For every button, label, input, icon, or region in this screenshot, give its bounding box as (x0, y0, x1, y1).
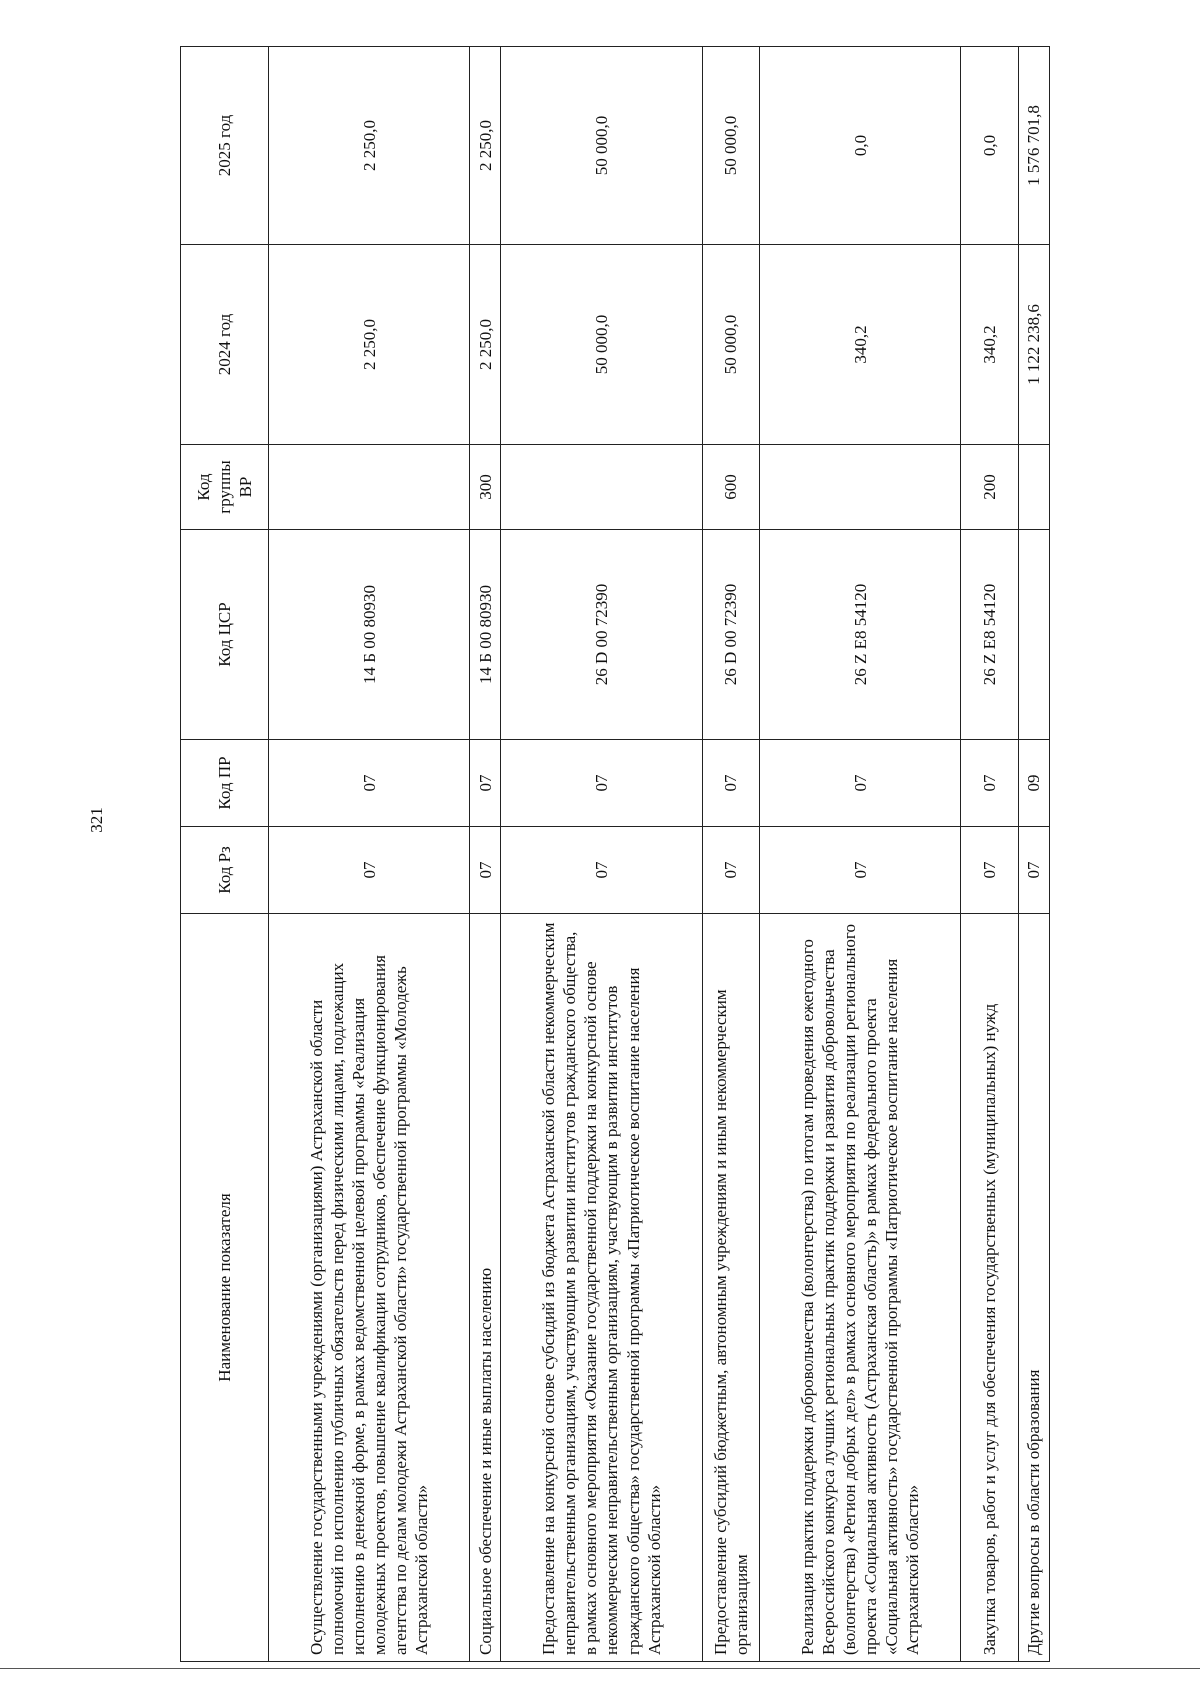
table-row (1018, 47, 1049, 1662)
row-name: Другие вопросы в области образования (1018, 914, 1049, 1662)
row-vr: 600 (702, 445, 760, 530)
row-vr (501, 445, 702, 530)
row-2024: 340,2 (760, 245, 961, 445)
footer-divider (0, 1668, 1200, 1669)
row-rz: 07 (702, 827, 760, 914)
row-pr: 07 (702, 740, 760, 827)
row-2025: 50 000,0 (501, 47, 702, 245)
row-2025: 2 250,0 (269, 47, 470, 245)
header-csr: Код ЦСР (181, 530, 269, 740)
row-csr: 14 Б 00 80930 (470, 530, 501, 740)
row-csr: 26 Z E8 54120 (760, 530, 961, 740)
row-pr: 07 (961, 740, 1019, 827)
row-pr: 07 (760, 740, 961, 827)
row-csr: 26 Z E8 54120 (961, 530, 1019, 740)
row-vr (1018, 445, 1049, 530)
row-2024: 1 122 238,6 (1018, 245, 1049, 445)
row-rz: 07 (1018, 827, 1049, 914)
rotated-table-container (180, 47, 1050, 1662)
header-pr: Код ПР (181, 740, 269, 827)
row-rz: 07 (961, 827, 1019, 914)
table-row (269, 47, 470, 1662)
table-row (501, 47, 702, 1662)
row-name: Социальное обеспечение и иные выплаты населению (470, 914, 501, 1662)
row-pr: 07 (269, 740, 470, 827)
table-row (961, 47, 1019, 1662)
row-pr: 07 (470, 740, 501, 827)
row-2024: 2 250,0 (470, 245, 501, 445)
row-2024: 340,2 (961, 245, 1019, 445)
header-vr: Код группы ВР (181, 445, 269, 530)
table-row (760, 47, 961, 1662)
row-2025: 50 000,0 (702, 47, 760, 245)
header-rz: Код Рз (181, 827, 269, 914)
row-2025: 2 250,0 (470, 47, 501, 245)
row-vr (760, 445, 961, 530)
row-rz: 07 (760, 827, 961, 914)
row-csr: 26 D 00 72390 (702, 530, 760, 740)
page-number-text: 321 (87, 807, 106, 833)
page-number (82, 790, 112, 850)
row-csr (1018, 530, 1049, 740)
row-pr: 09 (1018, 740, 1049, 827)
header-name: Наименование показателя (181, 914, 269, 1662)
header-2024: 2024 год (181, 245, 269, 445)
row-csr: 26 D 00 72390 (501, 530, 702, 740)
table-header-row (181, 47, 269, 1662)
header-2025: 2025 год (181, 47, 269, 245)
table-row (702, 47, 760, 1662)
row-rz: 07 (269, 827, 470, 914)
row-2025: 0,0 (760, 47, 961, 245)
row-rz: 07 (470, 827, 501, 914)
row-2025: 0,0 (961, 47, 1019, 245)
row-vr (269, 445, 470, 530)
row-name: Предоставление на конкурсной основе субсидий из бюджета Астраханской области некоммерческим неправительственным организациям, участвующим в развитии институтов гражданского общества, в рамках основного мероприятия «Оказание государственной поддержки на конкурсной основе некоммерческим неправительственным организациям, участвующим в развитии институтов гражданского общества» государственной программы «Патриотическое воспитание населения Астраханской области» (501, 914, 702, 1662)
row-pr: 07 (501, 740, 702, 827)
row-vr: 200 (961, 445, 1019, 530)
row-name: Осуществление государственными учреждениями (организациями) Астраханской области полномочий по исполнению публичных обязательств перед физическими лицами, подлежащих исполнению в денежной форме, в рамках ведомственной целевой программы «Реализация молодежных проектов, повышение квалификации сотрудников, обеспечение функционирования агентства по делам молодежи Астраханской области» государственной программы «Молодежь Астраханской области» (269, 914, 470, 1662)
row-rz: 07 (501, 827, 702, 914)
budget-table (180, 46, 1050, 1662)
row-name: Закупка товаров, работ и услуг для обеспечения государственных (муниципальных) нужд (961, 914, 1019, 1662)
row-name: Реализация практик поддержки добровольчества (волонтерства) по итогам проведения ежегодного Всероссийского конкурса лучших региональных практик поддержки и развития добровольчества (волонтерства) «Регион добрых дел» в рамках основного мероприятия по реализации регионального проекта «Социальная активность (Астраханская область)» в рамках федерального проекта «Социальная активность» государственной программы «Патриотическое воспитание населения Астраханской области» (760, 914, 961, 1662)
row-name: Предоставление субсидий бюджетным, автономным учреждениям и иным некоммерческим организациям (702, 914, 760, 1662)
row-vr: 300 (470, 445, 501, 530)
row-2024: 50 000,0 (702, 245, 760, 445)
row-2024: 2 250,0 (269, 245, 470, 445)
row-2024: 50 000,0 (501, 245, 702, 445)
row-2025: 1 576 701,8 (1018, 47, 1049, 245)
row-csr: 14 Б 00 80930 (269, 530, 470, 740)
table-row (470, 47, 501, 1662)
